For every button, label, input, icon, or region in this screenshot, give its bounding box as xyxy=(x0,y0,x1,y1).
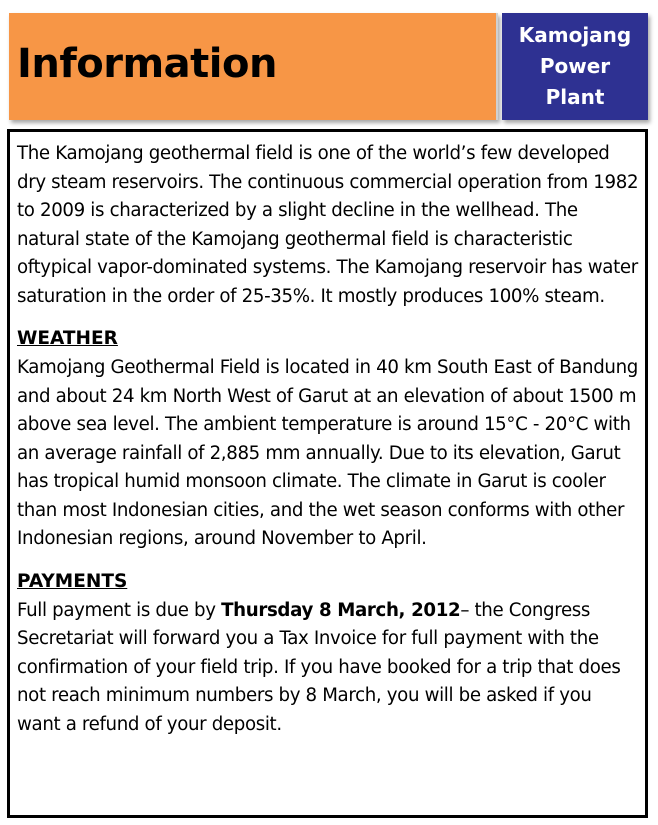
content-box xyxy=(7,129,648,818)
weather-heading: WEATHER xyxy=(17,328,118,349)
payments-text-start: Full payment is due by xyxy=(17,599,222,621)
brand-line-2: Power xyxy=(539,54,611,78)
intro-paragraph: The Kamojang geothermal field is one of the world’s few developed dry steam reservoirs. The continuous commercial operation from 1982 to 2009 is characterized by a slight decline in the wellhead. The natural state of the Kamojang geothermal field is characteristic oftypical vapor-dominated systems. The Kamojang reservoir has water saturation in the order of 25-35%. It mostly produces 100% steam. xyxy=(17,143,639,307)
page-title: Information xyxy=(17,41,277,87)
brand-banner xyxy=(502,13,648,120)
payments-text-end: – the Congress Secretariat will forward you a Tax Invoice for full payment with the confirmation of your field trip. If you have booked for a trip that does not reach minimum numbers by 8 March, you will be asked if you want a refund of your deposit. xyxy=(17,599,621,735)
information-banner xyxy=(9,13,498,120)
payments-paragraph xyxy=(17,597,639,740)
brand-line-3: Plant xyxy=(545,85,605,109)
payments-heading: PAYMENTS xyxy=(17,570,128,592)
brand-line-1: Kamojang xyxy=(518,23,632,47)
weather-paragraph: Kamojang Geothermal Field is located in 40 km South East of Bandung and about 24 km North West of Garut at an elevation of about 1500 m above sea level. The ambient temperature is around 15°C - 20°C with an average rainfall of 2,885 mm annually. Due to its elevation, Garut has tropical humid monsoon climate. The climate in Garut is cooler than most Indonesian cities, and the wet season conforms with other Indonesian regions, around November to April. xyxy=(17,357,638,549)
brand-name xyxy=(519,20,631,113)
payment-due-date: Thursday 8 March, 2012 xyxy=(221,599,461,621)
